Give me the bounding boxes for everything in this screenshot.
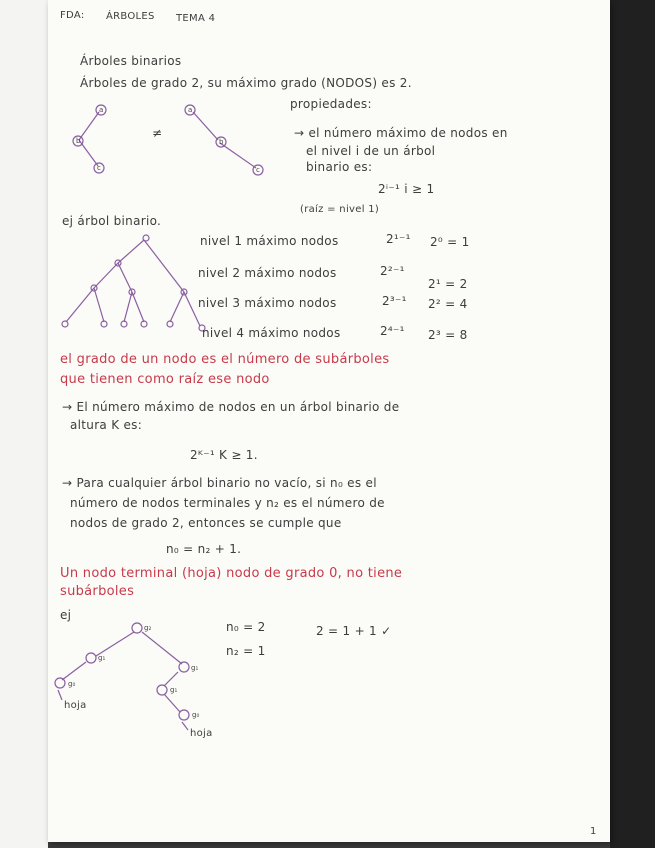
example2-n2: n₂ = 1 [226, 644, 266, 658]
node-label: b [76, 137, 81, 145]
hoja-label: hoja [190, 728, 213, 739]
property1-line2: el nivel i de un árbol [306, 144, 436, 158]
example2-n0: n₀ = 2 [226, 620, 266, 634]
section-title: Árboles binarios [80, 54, 182, 68]
edge [220, 143, 256, 168]
tree-node [62, 321, 68, 327]
edge [132, 292, 144, 322]
page-number: 1 [590, 826, 597, 837]
property3-line2: número de nodos terminales y n₂ es el número de [70, 496, 385, 510]
not-equal-sign: ≠ [152, 126, 163, 140]
binary-tree-example2 [48, 620, 248, 750]
level4-value: 2³ = 8 [428, 328, 468, 342]
property3-line1: → Para cualquier árbol binario no vacío, si n₀ es el [62, 476, 377, 490]
edge [118, 263, 132, 292]
property1-line1: → el número máximo de nodos en [294, 126, 508, 140]
tree-node [179, 710, 189, 720]
node-grade-label: g₁ [170, 686, 178, 694]
grado-definition-line2: que tienen como raíz ese nodo [60, 372, 270, 387]
node-grade-label: g₂ [144, 624, 152, 632]
level2-text: nivel 2 máximo nodos [198, 266, 337, 280]
node-label: c [256, 166, 260, 174]
hoja-definition-line2: subárboles [60, 584, 135, 599]
tree-node [86, 653, 96, 663]
header-subject: FDA: [60, 10, 85, 21]
properties-label: propiedades: [290, 97, 372, 111]
property1-line3: binario es: [306, 160, 373, 174]
level1-power: 2¹⁻¹ [386, 232, 411, 246]
level3-text: nivel 3 máximo nodos [198, 296, 337, 310]
level3-power: 2³⁻¹ [382, 294, 407, 308]
hoja-definition-line1: Un nodo terminal (hoja) nodo de grado 0, no tiene [60, 566, 403, 581]
example2-label: ej [60, 608, 72, 622]
level4-text: nivel 4 máximo nodos [202, 326, 341, 340]
edge [144, 240, 184, 292]
node-grade-label: g₀ [68, 680, 76, 688]
tree-node [132, 623, 142, 633]
property1-formula: 2ⁱ⁻¹ i ≥ 1 [378, 182, 435, 196]
hoja-arrow [58, 690, 62, 700]
property2-line1: → El número máximo de nodos en un árbol binario de [62, 400, 400, 414]
tree-comparison-diagram [68, 100, 298, 190]
edge [94, 288, 104, 322]
desk-background-left [0, 0, 48, 848]
edge [79, 112, 99, 140]
edge [66, 288, 94, 322]
level3-value: 2² = 4 [428, 297, 468, 311]
node-label: a [188, 106, 193, 114]
edge [118, 240, 144, 263]
edge [94, 263, 118, 288]
desk-background-right [610, 0, 655, 848]
node-grade-label: g₁ [98, 654, 106, 662]
property3-formula: n₀ = n₂ + 1. [166, 542, 242, 556]
edge [124, 292, 132, 322]
tree-node [157, 685, 167, 695]
grado-definition-line1: el grado de un nodo es el número de subárboles [60, 352, 390, 367]
edge [170, 292, 184, 322]
node-grade-label: g₁ [191, 664, 199, 672]
node-label: b [219, 138, 224, 146]
node-label: a [99, 106, 104, 114]
level2-value: 2¹ = 2 [428, 277, 468, 291]
level4-power: 2⁴⁻¹ [380, 324, 405, 338]
level1-text: nivel 1 máximo nodos [200, 234, 339, 248]
level1-value: 2⁰ = 1 [430, 235, 470, 249]
tree-node [143, 235, 149, 241]
level2-power: 2²⁻¹ [380, 264, 405, 278]
node-grade-label: g₀ [192, 711, 200, 719]
definition-text: Árboles de grado 2, su máximo grado (NODOS) es 2. [80, 76, 412, 90]
edge [164, 672, 178, 686]
property2-line2: altura K es: [70, 418, 143, 432]
binary-tree-diagram [58, 230, 218, 340]
header-tema: TEMA 4 [176, 13, 216, 24]
node-label: c [97, 164, 101, 172]
edge [96, 632, 134, 656]
hoja-label: hoja [64, 700, 87, 711]
edge [164, 694, 180, 712]
hoja-arrow [182, 722, 188, 730]
property3-line3: nodos de grado 2, entonces se cumple que [70, 516, 342, 530]
edge [142, 632, 182, 664]
notebook-page [48, 0, 610, 842]
edge [62, 662, 86, 680]
edge [193, 112, 218, 140]
property2-formula: 2ᴷ⁻¹ K ≥ 1. [190, 448, 258, 462]
tree-node [55, 678, 65, 688]
header-topic: ÁRBOLES [106, 11, 155, 22]
example1-label: ej árbol binario. [62, 214, 162, 228]
tree-node [179, 662, 189, 672]
example2-check: 2 = 1 + 1 ✓ [316, 624, 392, 638]
property1-note: (raíz = nivel 1) [300, 204, 380, 215]
